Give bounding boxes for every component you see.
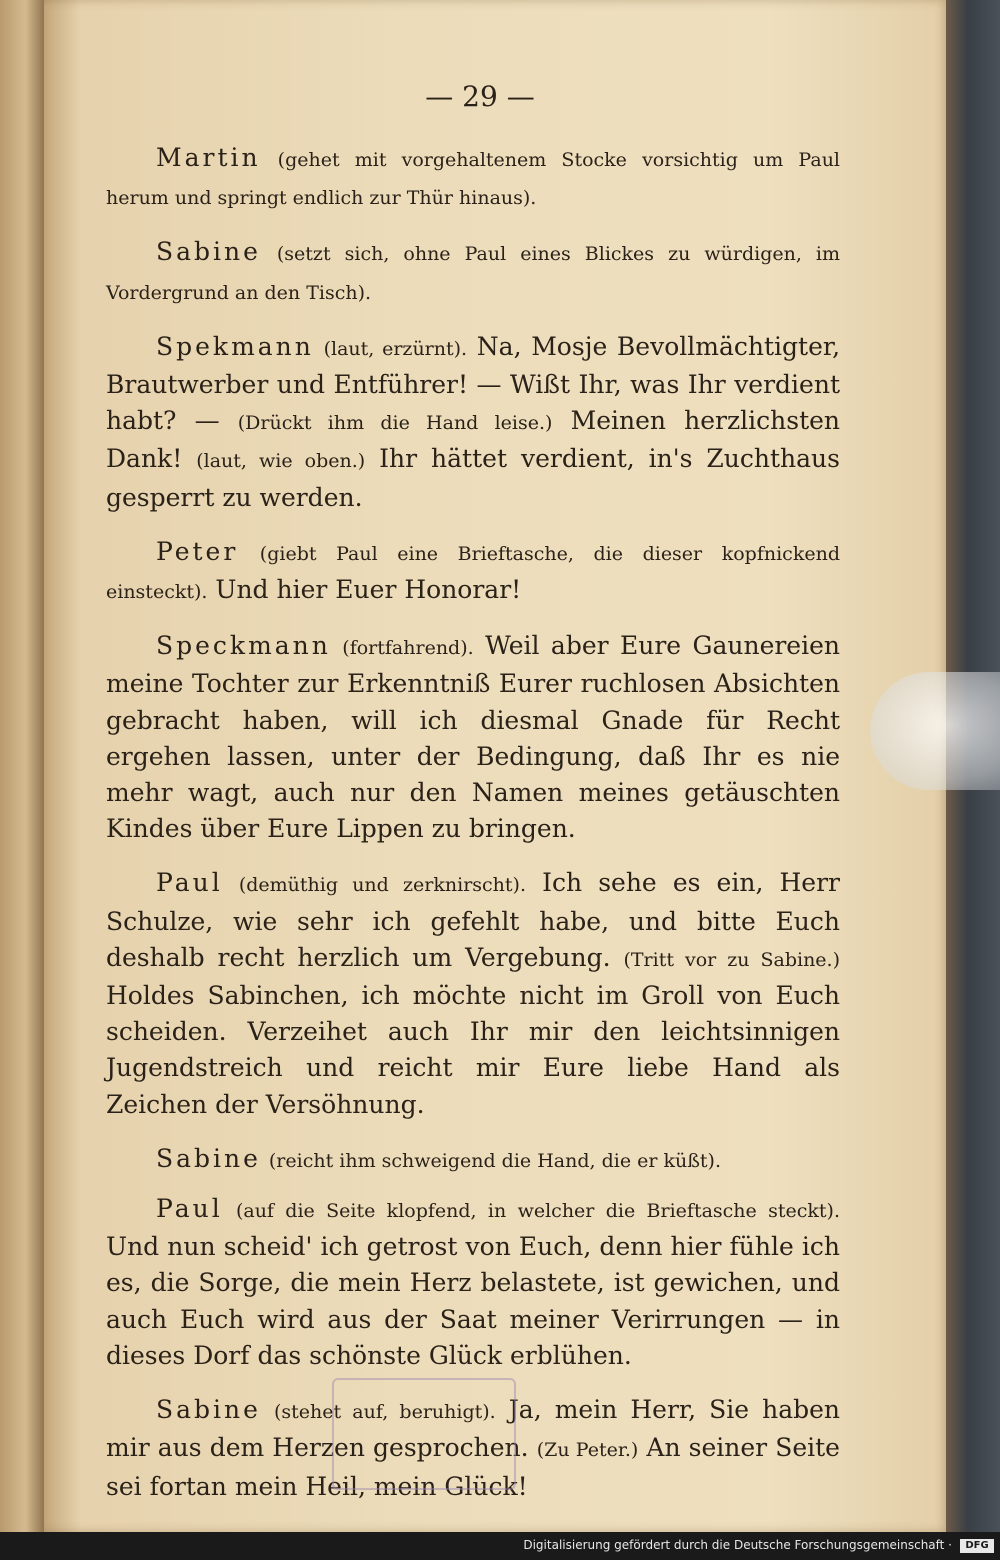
speech: Ihr hättet verdient, in's Zuchthaus gesperrt zu werden.	[106, 444, 840, 512]
digitization-footer	[0, 1532, 1000, 1560]
speech: Meinen herzlichsten Dank!	[106, 406, 841, 474]
stage-direction: (Drückt ihm die Hand leise.)	[237, 412, 553, 435]
speech: An seiner Seite sei fortan mein Heil, mein Glück!	[106, 1433, 840, 1501]
stage-direction: (laut, wie oben.)	[196, 450, 366, 473]
stage-direction: (gehet mit vorgehaltenem Stocke vorsichtig um Paul herum und springt endlich zur Thür hinaus).	[106, 149, 841, 210]
dfg-logo: DFG	[960, 1539, 994, 1553]
speech: Und hier Euer Honorar!	[215, 575, 522, 605]
stage-direction: (giebt Paul eine Brieftasche, die dieser kopfnickend einsteckt).	[106, 542, 840, 604]
speaker-name: Sabine	[156, 237, 261, 267]
stage-direction: (Tritt vor zu Sabine.)	[623, 948, 841, 971]
library-stamp	[332, 1378, 516, 1490]
stage-direction: (laut, erzürnt).	[323, 337, 468, 360]
facing-page-edge	[0, 0, 46, 1560]
speech: Und nun scheid' ich getrost von Euch, denn hier fühle ich es, die Sorge, die mein Herz belastete, ist gewichen, und auch Euch wird aus der Saat meiner Verirrungen — in dieses Dorf das schönste Glück erblühen.	[106, 1232, 840, 1370]
speaker-name: Speckmann	[156, 631, 331, 661]
stage-direction: (stehet auf, beruhigt).	[274, 1401, 496, 1424]
speech: Weil aber Eure Gaunereien meine Tochter zur Erkenntniß Eurer ruchlosen Absichten gebracht haben, will ich diesmal Gnade für Recht ergehen lassen, unter der Bedingung, daß Ihr es nie mehr wagt, auch nur den Namen meines getäuschten Kindes über Eure Lippen zu bringen.	[106, 631, 840, 844]
speech: Ich sehe es ein, Herr Schulze, wie sehr ich gefehlt habe, und bitte Euch deshalb recht herzlich um Vergebung.	[106, 868, 840, 972]
paragraph	[106, 1141, 840, 1179]
stage-direction: (demüthig und zerknirscht).	[238, 874, 526, 897]
speaker-name: Martin	[156, 143, 261, 172]
paragraph	[106, 534, 840, 610]
paragraph	[106, 234, 840, 310]
speech: Na, Mosje Bevollmächtigter, Brautwerber und Entführer! — Wißt Ihr, was Ihr verdient habt? —	[106, 331, 841, 436]
page-number: — 29 —	[425, 80, 535, 113]
speech: Ja, mein Herr, Sie haben mir aus dem Herzen gesprochen.	[106, 1395, 840, 1463]
glass-page-clip	[870, 672, 1000, 790]
footer-credit: Digitalisierung gefördert durch die Deutsche Forschungsgemeinschaft ·	[523, 1538, 952, 1552]
speaker-name: Spekmann	[156, 331, 314, 361]
play-text	[106, 140, 840, 1523]
speech: Holdes Sabinchen, ich möchte nicht im Groll von Euch scheiden. Verzeihet auch Ihr mir den leichtsinnigen Jugendstreich und reicht mir Eure liebe Hand als Zeichen der Versöhnung.	[106, 981, 840, 1119]
speaker-name: Paul	[156, 868, 223, 898]
paragraph	[106, 1191, 840, 1374]
paragraph	[106, 628, 840, 847]
stage-direction: (reicht ihm schweigend die Hand, die er küßt).	[268, 1149, 722, 1172]
stage-direction: (setzt sich, ohne Paul eines Blickes zu würdigen, im Vordergrund an den Tisch).	[106, 243, 841, 304]
paragraph	[106, 865, 840, 1122]
speaker-name: Paul	[156, 1194, 223, 1224]
speaker-name: Sabine	[156, 1143, 261, 1173]
speaker-name: Peter	[156, 536, 239, 566]
paragraph	[106, 329, 840, 516]
stage-direction: (fortfahrend).	[342, 637, 474, 660]
stage-direction: (auf die Seite klopfend, in welcher die Brieftasche steckt).	[235, 1200, 840, 1223]
speaker-name: Sabine	[156, 1395, 261, 1425]
stage-direction: (Zu Peter.)	[536, 1439, 639, 1462]
paragraph	[106, 140, 840, 216]
